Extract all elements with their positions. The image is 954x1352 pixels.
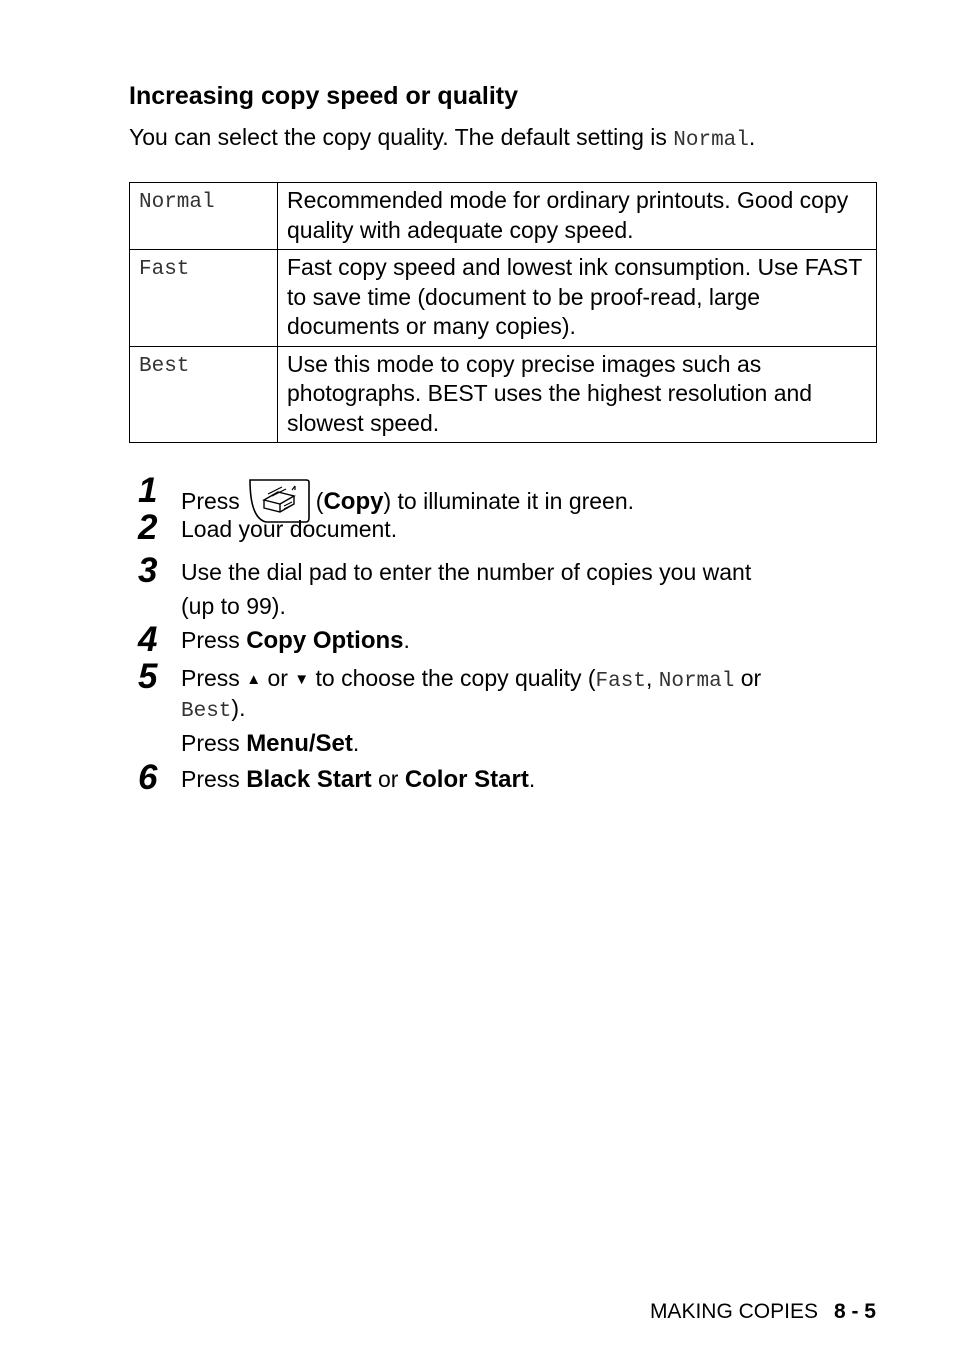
- step-3-line-1: Use the dial pad to enter the number of copies you want: [181, 559, 752, 585]
- step-6-text: [181, 766, 535, 795]
- step-5-option-best: Best: [181, 700, 232, 723]
- step-number-1: 1: [138, 471, 158, 510]
- step-5-text: to choose the copy quality (: [315, 665, 596, 691]
- intro-end: .: [748, 124, 756, 150]
- step-4-text: [181, 627, 410, 656]
- table-row: [130, 346, 877, 443]
- step-number-5: 5: [138, 657, 158, 696]
- step-1-key: Copy: [323, 488, 384, 515]
- step-2-text: Load your document.: [181, 516, 398, 542]
- step-3-line-2: (up to 99).: [181, 593, 286, 619]
- step-6-key-color-start: Color Start: [404, 766, 529, 793]
- step-5-option-fast: Fast: [595, 670, 646, 693]
- step-6-press: Press: [181, 766, 240, 792]
- step-5-press-2: Press: [181, 730, 240, 756]
- step-5-press: Press: [181, 665, 240, 691]
- step-4-press: Press: [181, 627, 240, 653]
- step-1-rest: ) to illuminate it in green.: [383, 488, 635, 514]
- step-5-line-3: [181, 730, 359, 759]
- step-number-2: 2: [138, 508, 158, 547]
- step-number-6: 6: [138, 758, 158, 797]
- step-5-line-1: [181, 665, 761, 694]
- mode-description: Recommended mode for ordinary printouts. Good copy quality with adequate copy speed.: [278, 183, 877, 250]
- mode-name: Fast: [130, 250, 278, 347]
- step-5-end-2: .: [352, 730, 360, 756]
- section-heading: Increasing copy speed or quality: [129, 82, 519, 110]
- page-number: 8 - 5: [833, 1300, 876, 1323]
- copy-quality-table: [129, 182, 877, 443]
- step-5-close: ).: [231, 695, 246, 721]
- step-6-or: or: [377, 766, 399, 792]
- mode-name: Normal: [130, 183, 278, 250]
- step-6-key-black-start: Black Start: [246, 766, 372, 793]
- step-5-key-menu-set: Menu/Set: [246, 730, 353, 757]
- step-number-4: 4: [138, 620, 158, 659]
- step-number-3: 3: [138, 551, 158, 590]
- step-5-option-normal: Normal: [658, 670, 735, 693]
- table-row: [130, 183, 877, 250]
- step-5-line-2: [181, 695, 245, 724]
- mode-description: Fast copy speed and lowest ink consumption. Use FAST to save time (document to be proof-read, large documents or many copies).: [278, 250, 877, 347]
- step-1-open: (: [315, 488, 324, 514]
- step-5-or: or: [267, 665, 288, 691]
- step-5-or-2: or: [740, 665, 762, 691]
- mode-name: Best: [130, 346, 278, 443]
- footer-section: MAKING COPIES: [649, 1300, 818, 1323]
- intro-text: You can select the copy quality. The default setting is: [129, 124, 674, 150]
- down-arrow-icon: ▼: [294, 671, 310, 688]
- step-1-press: Press: [181, 488, 240, 514]
- step-5-comma: ,: [645, 665, 653, 691]
- step-6-end: .: [528, 766, 536, 792]
- table-row: [130, 250, 877, 347]
- mode-description: Use this mode to copy precise images such as photographs. BEST uses the highest resolution and slowest speed.: [278, 346, 877, 443]
- intro-paragraph: [129, 124, 755, 152]
- step-4-key: Copy Options: [246, 627, 404, 654]
- page-footer: [650, 1300, 876, 1324]
- step-4-end: .: [403, 627, 410, 653]
- up-arrow-icon: ▲: [246, 671, 262, 688]
- intro-default-value: Normal: [673, 129, 749, 152]
